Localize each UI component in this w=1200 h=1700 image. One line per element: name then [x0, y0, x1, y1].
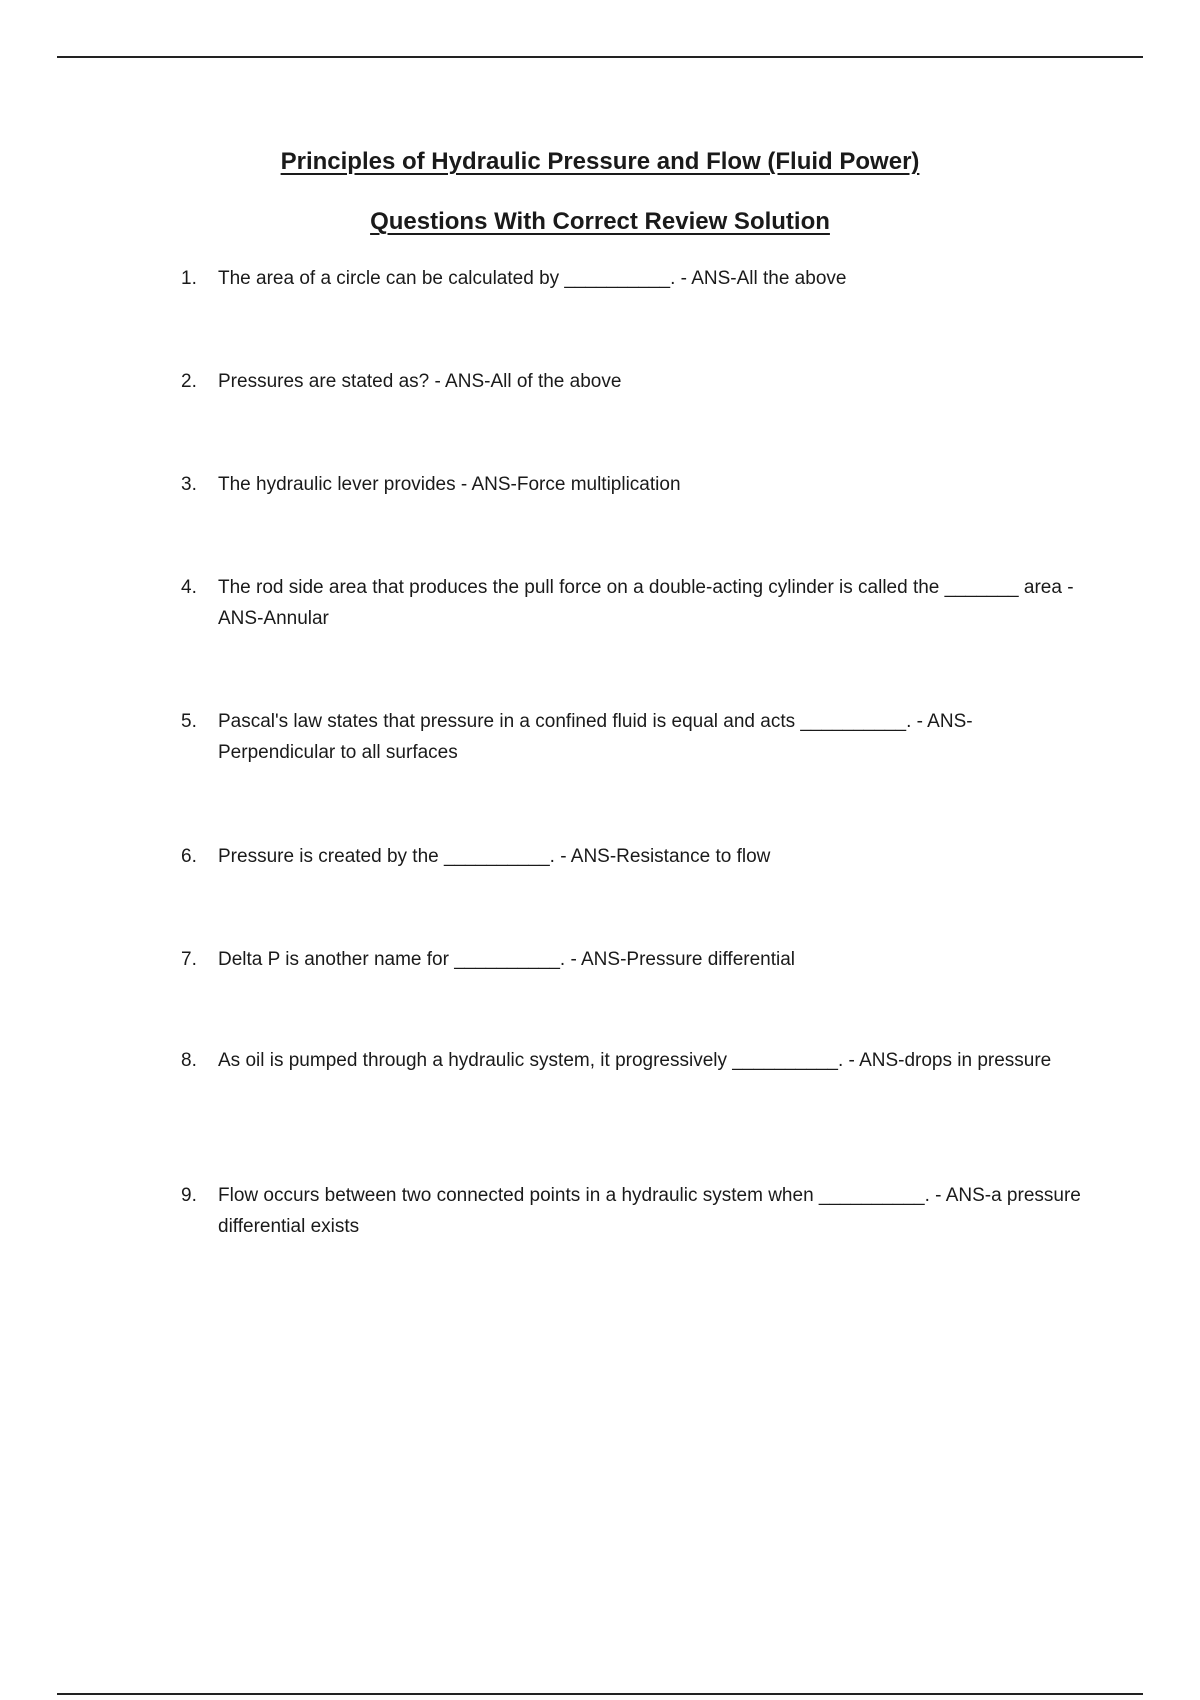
question-number: 6. — [181, 846, 197, 867]
question-item-3 — [181, 469, 1081, 500]
question-item-5 — [181, 706, 1081, 768]
question-text: Flow occurs between two connected points in a hydraulic system when __________. - ANS-a pressure differential exists — [218, 1185, 1081, 1237]
question-text: The hydraulic lever provides - ANS-Force multiplication — [218, 474, 681, 495]
document-title — [0, 148, 1200, 176]
question-item-4 — [181, 572, 1081, 634]
document-subtitle-text: Questions With Correct Review Solution — [370, 208, 830, 235]
question-text: Pressure is created by the __________. - ANS-Resistance to flow — [218, 846, 771, 867]
question-text: Delta P is another name for __________. - ANS-Pressure differential — [218, 949, 796, 970]
question-number: 3. — [181, 474, 197, 495]
question-item-2 — [181, 366, 1081, 397]
question-text: Pressures are stated as? - ANS-All of the above — [218, 371, 622, 392]
bottom-rule — [57, 1693, 1143, 1695]
question-number: 2. — [181, 371, 197, 392]
question-number: 5. — [181, 711, 197, 732]
document-title-text: Principles of Hydraulic Pressure and Flow (Fluid Power) — [280, 148, 920, 175]
question-text: As oil is pumped through a hydraulic system, it progressively __________. - ANS-drops in pressure — [218, 1050, 1052, 1071]
question-item-9 — [181, 1180, 1081, 1242]
question-item-8 — [181, 1045, 1081, 1076]
question-number: 9. — [181, 1185, 197, 1206]
question-number: 1. — [181, 268, 197, 289]
question-item-7 — [181, 944, 1081, 975]
question-number: 8. — [181, 1050, 197, 1071]
document-subtitle — [0, 208, 1200, 236]
question-text: Pascal's law states that pressure in a confined fluid is equal and acts __________. - ANS-Perpendicular to all surfaces — [218, 711, 973, 763]
question-item-1 — [181, 263, 1081, 294]
question-number: 7. — [181, 949, 197, 970]
question-text: The area of a circle can be calculated by __________. - ANS-All the above — [218, 268, 847, 289]
question-number: 4. — [181, 577, 197, 598]
question-item-6 — [181, 841, 1081, 872]
top-rule — [57, 56, 1143, 58]
question-text: The rod side area that produces the pull force on a double-acting cylinder is called the _______ area - ANS-Annular — [218, 577, 1074, 629]
